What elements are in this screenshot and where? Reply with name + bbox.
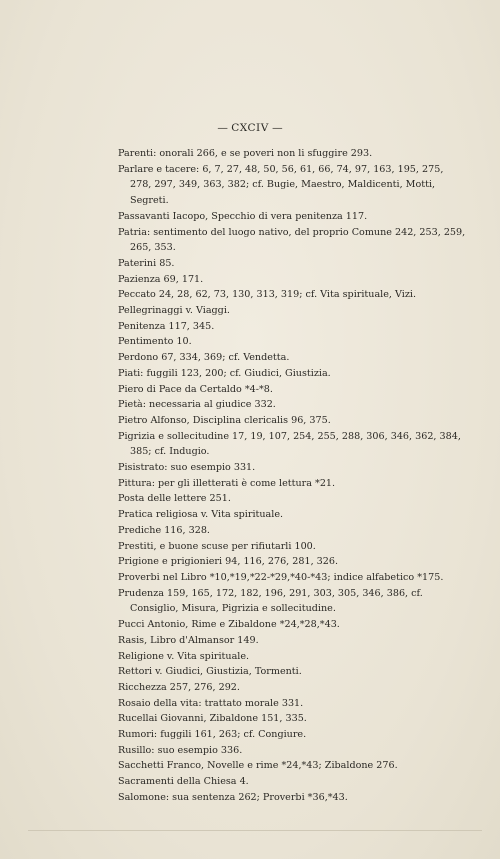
index-entry: Pellegrinaggi v. Viaggi. [118, 305, 230, 317]
index-entry: Parlare e tacere: 6, 7, 27, 48, 50, 56, 61, 66, 74, 97, 163, 195, 275, 278, 297, 349, 363, 382; cf. Bugie, Maestro, Maldicenti, Motti, Segreti. [118, 163, 444, 207]
index-entry: Sacchetti Franco, Novelle e rime *24,*43; Zibaldone 276. [118, 760, 398, 772]
page-header [0, 122, 500, 134]
index-entry: Paterini 85. [118, 257, 175, 269]
index-entry: Sacramenti della Chiesa 4. [118, 776, 249, 788]
index-entry: Posta delle lettere 251. [118, 493, 231, 505]
header-dash-right: — [268, 122, 283, 134]
index-entry: Rasis, Libro d'Almansor 149. [118, 634, 259, 646]
index-entry: Rusillo: suo esempio 336. [118, 744, 243, 756]
index-entry: Pittura: per gli illetterati è come lettura *21. [118, 477, 336, 489]
page-number: CXCIV [231, 122, 269, 134]
index-entry: Peccato 24, 28, 62, 73, 130, 313, 319; cf. Vita spirituale, Vizi. [118, 289, 417, 301]
index-entry: Ricchezza 257, 276, 292. [118, 681, 240, 693]
page-bottom-rule [28, 830, 482, 831]
index-entry: Rucellai Giovanni, Zibaldone 151, 335. [118, 713, 307, 725]
index-entry: Prediche 116, 328. [118, 524, 210, 536]
index-entry: Rettori v. Giudici, Giustizia, Tormenti. [118, 666, 302, 678]
index-entry: Salomone: sua sentenza 262; Proverbi *36,*43. [118, 791, 348, 803]
index-entry: Pietà: necessaria al giudice 332. [118, 399, 276, 411]
index-entry: Pietro Alfonso, Disciplina clericalis 96, 375. [118, 414, 331, 426]
index-entry: Patria: sentimento del luogo nativo, del proprio Comune 242, 253, 259, 265, 353. [118, 226, 466, 254]
index-entry: Pazienza 69, 171. [118, 273, 204, 285]
index-entries [118, 146, 466, 806]
index-entry: Piero di Pace da Certaldo *4-*8. [118, 383, 273, 395]
index-entry: Pisistrato: suo esempio 331. [118, 462, 256, 474]
index-entry: Religione v. Vita spirituale. [118, 650, 250, 662]
index-entry: Pigrizia e sollecitudine 17, 19, 107, 254, 255, 288, 306, 346, 362, 384, 385; cf. Indugio. [118, 430, 461, 458]
index-entry: Proverbi nel Libro *10,*19,*22-*29,*40-*43; indice alfabetico *175. [118, 571, 444, 583]
index-entry: Piati: fuggili 123, 200; cf. Giudici, Giustizia. [118, 367, 331, 379]
index-entry: Rumori: fuggili 161, 263; cf. Congiure. [118, 729, 307, 741]
index-entry: Rosaio della vita: trattato morale 331. [118, 697, 304, 709]
index-entry: Prestiti, e buone scuse per rifiutarli 100. [118, 540, 316, 552]
index-entry: Prigione e prigionieri 94, 116, 276, 281, 326. [118, 556, 339, 568]
index-entry: Pratica religiosa v. Vita spirituale. [118, 509, 284, 521]
index-entry: Prudenza 159, 165, 172, 182, 196, 291, 303, 305, 346, 386, cf. Consiglio, Misura, Pigrizia e sollecitudine. [118, 587, 423, 615]
index-entry: Perdono 67, 334, 369; cf. Vendetta. [118, 352, 290, 364]
index-entry: Pucci Antonio, Rime e Zibaldone *24,*28,*43. [118, 619, 340, 631]
index-entry: Pentimento 10. [118, 336, 192, 348]
index-entry: Parenti: onorali 266, e se poveri non li sfuggire 293. [118, 148, 373, 159]
index-entry: Passavanti Iacopo, Specchio di vera penitenza 117. [118, 210, 368, 222]
header-dash-left: — [217, 122, 232, 134]
index-entry: Penitenza 117, 345. [118, 320, 215, 332]
